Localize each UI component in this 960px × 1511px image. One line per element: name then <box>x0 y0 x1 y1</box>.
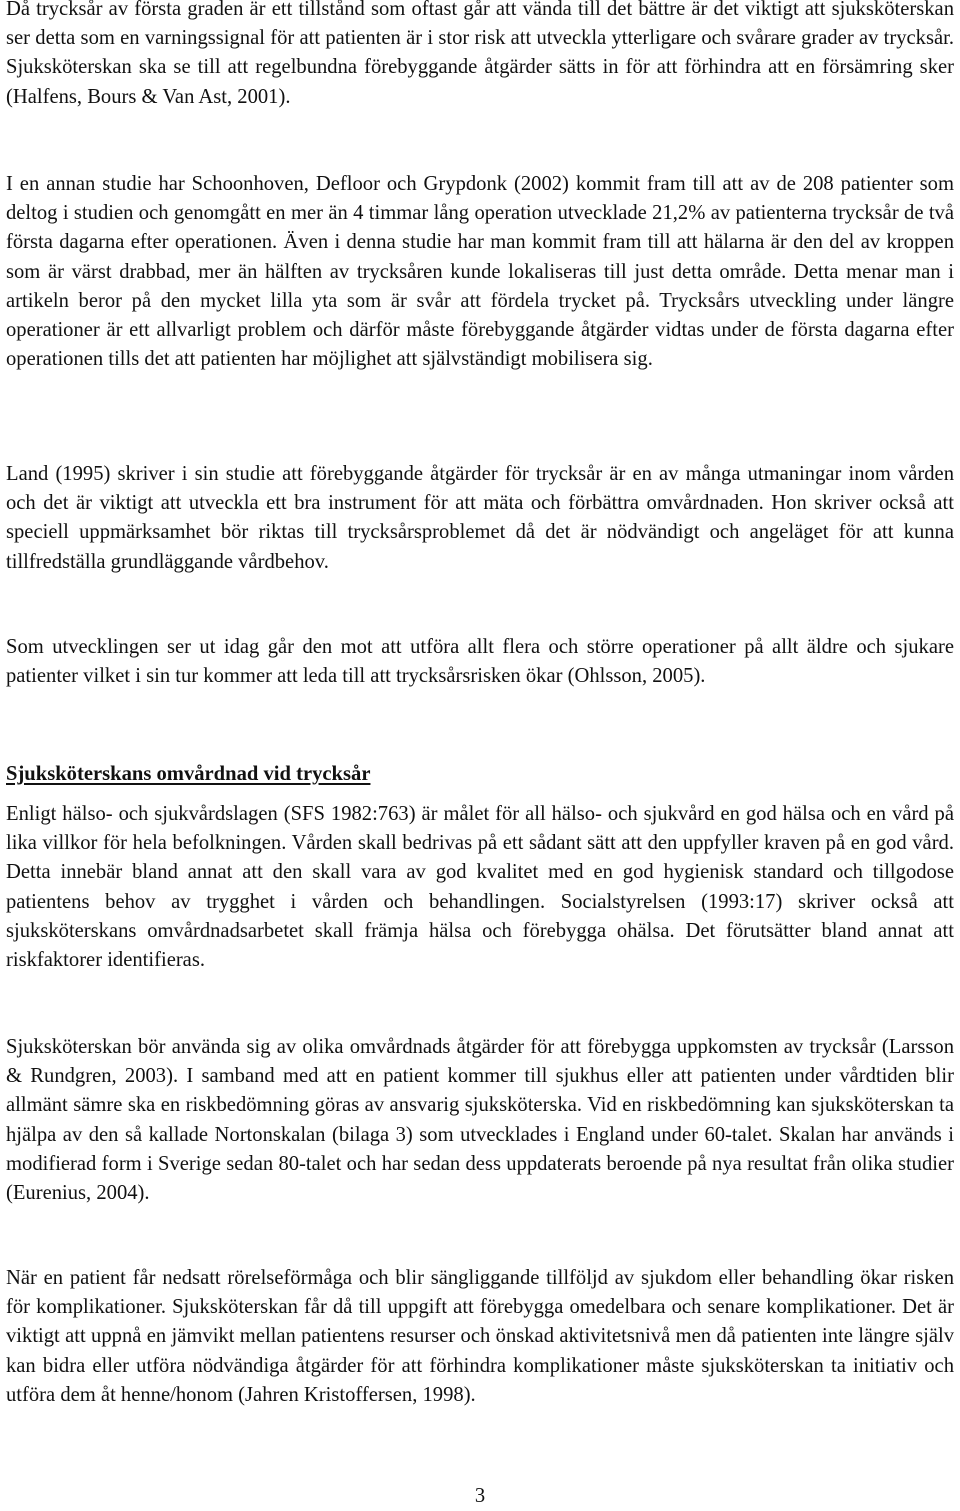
paragraph-development-trend: Som utvecklingen ser ut idag går den mot att utföra allt flera och större operationer på allt äldre och sjukare patienter vilket i sin tur kommer att leda till att trycksårsrisken ökar (Ohlsson, 2005). <box>6 636 954 688</box>
paragraph-health-care-act: Enligt hälso- och sjukvårdslagen (SFS 1982:763) är målet för all hälso- och sjukvård en god hälsa och en vård på lika villkor för hela befolkningen. Vården skall bedrivas på ett sådant sätt att den uppfyller kraven på en god vård. Detta innebär bland annat att den skall vara av god kvalitet med en god hygienisk standard och tillgodose patientens behov av trygghet i vården och behandlingen. Socialstyrelsen (1993:17) skriver också att sjuksköterskans omvårdnadsarbetet skall främja hälsa och förebygga ohälsa. Det förutsätter bland annat att riskfaktorer identifieras. <box>6 803 954 972</box>
paragraph-first-degree-pressure-ulcer: Då trycksår av första graden är ett tillstånd som oftast går att vända till det bättre är det viktigt att sjuksköterskan ser detta som en varningssignal för att patienten är i stor risk att utveckla ytterligare och svårare grader av trycksår. Sjuksköterskan ska se till att regelbundna förebyggande åtgärder sätts in för att förhindra att en försämring sker (Halfens, Bours & Van Ast, 2001). <box>6 0 954 108</box>
paragraph-complications: När en patient får nedsatt rörelseförmåga och blir sängliggande tillföljd av sjukdom eller behandling ökar risken för komplikationer. Sjuksköterskan får då till uppgift att förebygga omedelbara och senare komplikationer. Det är viktigt att uppnå en jämvikt mellan patientens resurser och önskad aktivitetsnivå men då patienten inte längre själv kan bidra eller utföra nödvändiga åtgärder för att förhindra komplikationer måste sjuksköterskan ta initiativ och utföra dem åt henne/honom (Jahren Kristoffersen, 1998). <box>6 1267 954 1406</box>
paragraph-land-study: Land (1995) skriver i sin studie att förebyggande åtgärder för trycksår är en av många utmaningar inom vården och det är viktigt att utveckla ett bra instrument för att mäta och förbättra omvårdnaden. Hon skriver också att speciell uppmärksamhet bör riktas till trycksårsproblemet då det är nödvändigt och angeläget för att kunna tillfredställa grundläggande vårdbehov. <box>6 463 954 573</box>
paragraph-schoonhoven-study: I en annan studie har Schoonhoven, Defloor och Grypdonk (2002) kommit fram till att av de 208 patienter som deltog i studien och genomgått en mer än 4 timmar lång operation utvecklade 21,2% av patienterna trycksår de två första dagarna efter operationen. Även i denna studie har man kommit fram till att hälarna är den del av kroppen som är värst drabbad, mer än hälften av trycksåren kunde lokaliseras till just detta område. Detta menar man i artikeln beror på den mycket lilla yta som är svår att fördela trycket på. Trycksårs utveckling under längre operationer är ett allvarligt problem och därför måste förebyggande åtgärder vidtas under de första dagarna efter operationen tills det att patienten har möjlighet att självständigt mobilisera sig. <box>6 173 954 371</box>
paragraph-risk-assessment: Sjuksköterskan bör använda sig av olika omvårdnads åtgärder för att förebygga uppkomsten av trycksår (Larsson & Rundgren, 2003). I samband med att en patient kommer till sjukhus eller att patienten under vårdtiden blir allmänt sämre ska en riskbedömning göras av ansvarig sjuksköterska. Vid en riskbedömning kan sjuksköterskan ta hjälpa av den så kallade Nortonskalan (bilaga 3) som utvecklades i England under 60-talet. Skalan har används i modifierad form i Sverige sedan 80-talet och har sedan dess uppdaterats beroende på nya resultat från olika studier (Eurenius, 2004). <box>6 1036 954 1205</box>
section-heading: Sjuksköterskans omvårdnad vid trycksår <box>6 763 371 785</box>
page-number: 3 <box>474 1485 486 1507</box>
